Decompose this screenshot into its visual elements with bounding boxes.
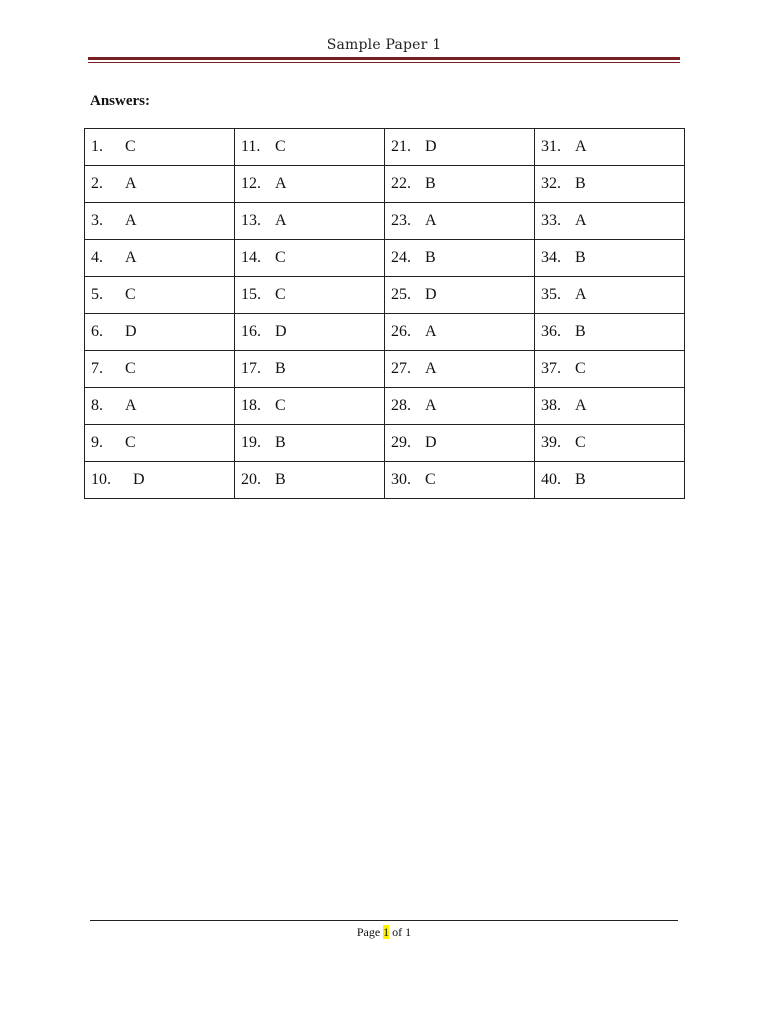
answer-letter: C [275,286,286,303]
answer-letter: D [425,138,437,155]
table-row [85,462,685,499]
question-number: 7. [91,360,103,377]
answer-cell [535,425,685,462]
answer-letter: C [125,360,136,377]
question-number: 39. [541,434,561,451]
answer-cell [235,314,385,351]
answer-letter: A [575,397,587,414]
table-row [85,425,685,462]
answer-letter: C [275,397,286,414]
answer-key-table [84,128,685,499]
question-number: 14. [241,249,261,266]
question-number: 10. [91,471,111,488]
footer-rule [90,920,678,921]
question-number: 36. [541,323,561,340]
answer-cell [385,388,535,425]
answer-letter: A [425,323,437,340]
answer-letter: B [275,360,286,377]
answer-letter: D [275,323,287,340]
answer-letter: A [275,212,287,229]
answer-cell [85,351,235,388]
answer-cell [235,425,385,462]
question-number: 26. [391,323,411,340]
question-number: 20. [241,471,261,488]
answer-cell [385,129,535,166]
answer-cell [85,425,235,462]
answer-cell [85,388,235,425]
answer-cell [385,277,535,314]
answer-letter: A [125,397,137,414]
answer-cell [385,166,535,203]
question-number: 21. [391,138,411,155]
table-row [85,129,685,166]
answer-letter: B [275,434,286,451]
question-number: 18. [241,397,261,414]
answer-letter: A [575,138,587,155]
answer-letter: B [575,323,586,340]
answer-letter: D [425,434,437,451]
answer-letter: A [125,175,137,192]
answer-cell [535,388,685,425]
answer-cell [85,240,235,277]
answer-cell [235,277,385,314]
answer-letter: C [125,286,136,303]
answer-letter: C [125,138,136,155]
footer-suffix: of 1 [389,925,412,939]
answer-letter: B [275,471,286,488]
answer-cell [535,462,685,499]
answer-cell [535,314,685,351]
header-rule-thick [88,57,680,60]
answer-letter: A [125,212,137,229]
question-number: 1. [91,138,103,155]
question-number: 9. [91,434,103,451]
answer-cell [535,129,685,166]
question-number: 37. [541,360,561,377]
answer-cell [235,203,385,240]
question-number: 5. [91,286,103,303]
answer-cell [235,388,385,425]
table-row [85,277,685,314]
table-row [85,240,685,277]
answer-letter: A [575,212,587,229]
answer-cell [535,351,685,388]
table-row [85,203,685,240]
answer-letter: C [425,471,436,488]
answer-letter: D [133,471,145,488]
answer-letter: A [575,286,587,303]
answer-letter: D [425,286,437,303]
table-row [85,351,685,388]
question-number: 27. [391,360,411,377]
question-number: 13. [241,212,261,229]
answer-cell [535,240,685,277]
answer-cell [85,314,235,351]
answer-cell [85,462,235,499]
page-footer [0,925,768,940]
question-number: 25. [391,286,411,303]
answer-letter: B [425,175,436,192]
answer-cell [535,203,685,240]
answer-cell [385,203,535,240]
footer-page-number: 1 [383,925,390,939]
question-number: 31. [541,138,561,155]
question-number: 32. [541,175,561,192]
answer-letter: A [425,212,437,229]
question-number: 22. [391,175,411,192]
answer-cell [235,351,385,388]
page-header-title: Sample Paper 1 [326,37,442,53]
question-number: 16. [241,323,261,340]
answer-cell [385,425,535,462]
answer-cell [85,166,235,203]
question-number: 38. [541,397,561,414]
table-row [85,314,685,351]
question-number: 24. [391,249,411,266]
question-number: 35. [541,286,561,303]
answer-cell [235,166,385,203]
answer-cell [385,314,535,351]
answer-letter: B [575,175,586,192]
question-number: 30. [391,471,411,488]
answer-letter: A [275,175,287,192]
answer-cell [535,277,685,314]
answers-heading: Answers: [90,93,150,109]
question-number: 28. [391,397,411,414]
answer-letter: C [125,434,136,451]
answer-letter: B [575,249,586,266]
question-number: 33. [541,212,561,229]
question-number: 34. [541,249,561,266]
question-number: 12. [241,175,261,192]
answer-cell [85,129,235,166]
answer-letter: C [575,360,586,377]
question-number: 6. [91,323,103,340]
question-number: 3. [91,212,103,229]
question-number: 11. [241,138,261,155]
answer-letter: A [425,397,437,414]
answer-letter: C [275,249,286,266]
question-number: 8. [91,397,103,414]
answer-letter: D [125,323,137,340]
question-number: 29. [391,434,411,451]
question-number: 15. [241,286,261,303]
question-number: 2. [91,175,103,192]
answer-cell [385,351,535,388]
answer-letter: B [425,249,436,266]
question-number: 40. [541,471,561,488]
question-number: 4. [91,249,103,266]
answer-letter: A [125,249,137,266]
answer-cell [85,203,235,240]
table-row [85,388,685,425]
answer-letter: C [275,138,286,155]
answer-cell [85,277,235,314]
answer-letter: C [575,434,586,451]
header-rule-thin [88,62,680,63]
answer-letter: B [575,471,586,488]
answer-cell [235,129,385,166]
answer-cell [235,240,385,277]
answer-cell [385,240,535,277]
question-number: 23. [391,212,411,229]
question-number: 19. [241,434,261,451]
footer-prefix: Page [356,925,384,939]
table-row [85,166,685,203]
question-number: 17. [241,360,261,377]
answer-letter: A [425,360,437,377]
answer-cell [385,462,535,499]
answer-cell [535,166,685,203]
answer-cell [235,462,385,499]
